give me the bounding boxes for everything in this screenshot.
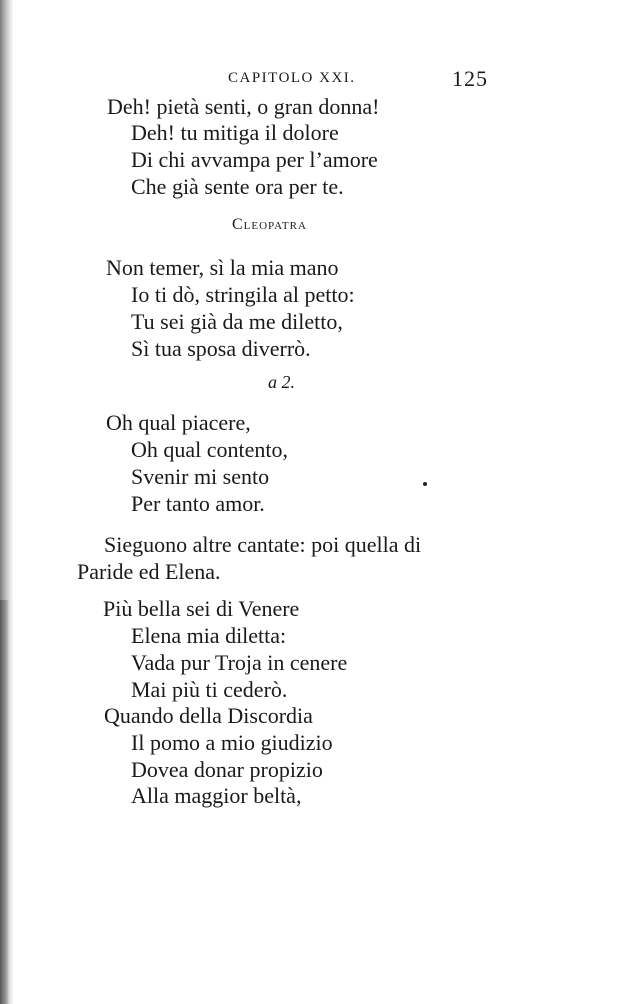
verse-line: Io ti dò, stringila al petto: bbox=[131, 282, 355, 307]
verse-line: Oh qual contento, bbox=[131, 437, 289, 462]
verse-line: Il pomo a mio giudizio bbox=[131, 730, 333, 755]
verse-line: Oh qual piacere, bbox=[106, 410, 251, 435]
verse-line: Dovea donar propizio bbox=[131, 757, 323, 782]
verse-line: Vada pur Troja in cenere bbox=[131, 650, 348, 675]
verse-line: Svenir mi sento bbox=[131, 464, 270, 489]
verse-line: Tu sei già da me diletto, bbox=[131, 309, 343, 334]
speaker-heading: Cleopatra bbox=[232, 216, 307, 233]
running-head: CAPITOLO XXI. bbox=[228, 70, 356, 86]
verse-line: Non temer, sì la mia mano bbox=[106, 255, 339, 280]
verse-line: Mai più ti cederò. bbox=[131, 677, 288, 702]
verse-line: Elena mia diletta: bbox=[131, 623, 287, 648]
verse-line: Di chi avvampa per l’amore bbox=[131, 147, 378, 172]
ink-speck bbox=[423, 482, 427, 486]
verse-line: Deh! pietà senti, o gran donna! bbox=[107, 94, 380, 119]
verse-line: Alla maggior beltà, bbox=[131, 783, 302, 808]
verse-line: Deh! tu mitiga il dolore bbox=[131, 120, 339, 145]
prose-line: Paride ed Elena. bbox=[77, 559, 221, 584]
verse-line: Sì tua sposa diverrò. bbox=[131, 336, 311, 361]
prose-line: Sieguono altre cantate: poi quella di bbox=[104, 532, 422, 557]
verse-line: Che già sente ora per te. bbox=[131, 174, 344, 199]
verse-line: Per tanto amor. bbox=[131, 491, 265, 516]
verse-line: Quando della Discordia bbox=[104, 703, 313, 728]
speaker-heading: a 2. bbox=[268, 372, 295, 392]
verse-line: Più bella sei di Venere bbox=[103, 596, 300, 621]
page-number: 125 bbox=[452, 66, 488, 91]
